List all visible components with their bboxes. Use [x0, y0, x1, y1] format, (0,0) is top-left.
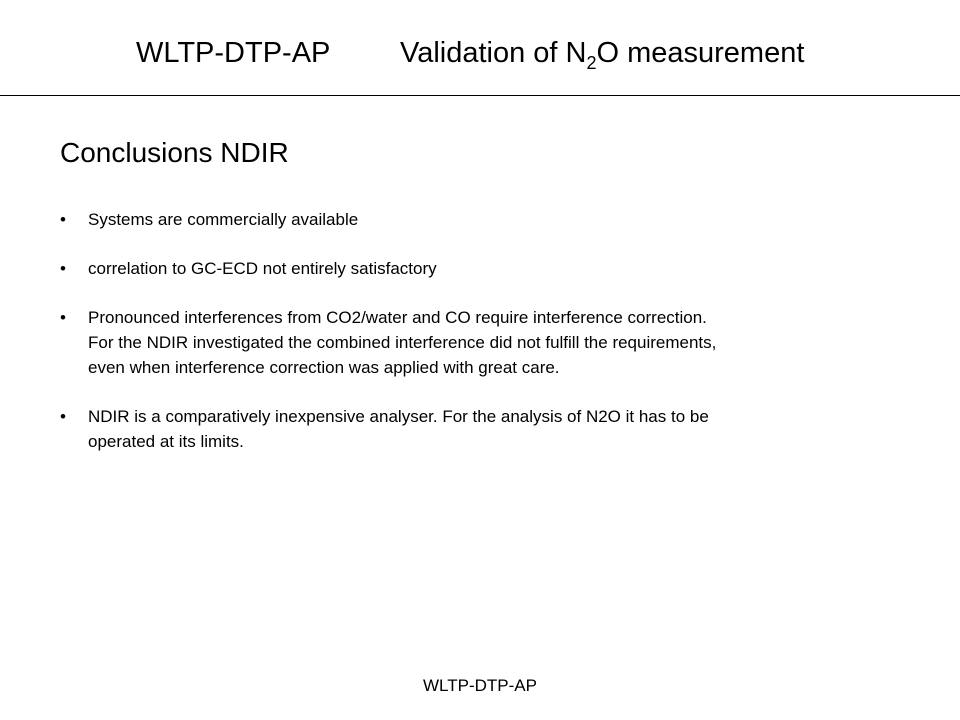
bullet-text-line: Pronounced interferences from CO2/water and CO require interference correction.	[88, 308, 707, 327]
slide-header	[0, 0, 960, 96]
header-title	[400, 33, 804, 76]
bullet-text-line: even when interference correction was applied with great care.	[88, 358, 560, 377]
bullet-dot-icon: •	[60, 259, 66, 278]
bullet-item	[60, 256, 920, 281]
bullet-dot-icon: •	[60, 210, 66, 229]
bullet-text-line: correlation to GC-ECD not entirely satisfactory	[88, 259, 437, 278]
bullet-text-line: NDIR is a comparatively inexpensive analyser. For the analysis of N2O it has to be	[88, 407, 709, 426]
header-title-subscript: 2	[586, 53, 597, 73]
bullet-dot-icon: •	[60, 308, 66, 327]
bullet-list	[60, 207, 920, 478]
bullet-dot-icon: •	[60, 407, 66, 426]
bullet-item	[60, 305, 920, 380]
header-project-label: WLTP-DTP-AP	[136, 37, 331, 69]
bullet-text-line: For the NDIR investigated the combined interference did not fulfill the requirements,	[88, 333, 717, 352]
bullet-item	[60, 404, 920, 454]
bullet-text-line: Systems are commercially available	[88, 210, 359, 229]
slide-footer: WLTP-DTP-AP	[423, 676, 537, 695]
header-title-suffix: O measurement	[596, 37, 805, 69]
header-title-prefix: Validation of N	[400, 37, 587, 69]
bullet-text-line: operated at its limits.	[88, 432, 244, 451]
bullet-item	[60, 207, 920, 232]
section-title: Conclusions NDIR	[60, 137, 289, 168]
